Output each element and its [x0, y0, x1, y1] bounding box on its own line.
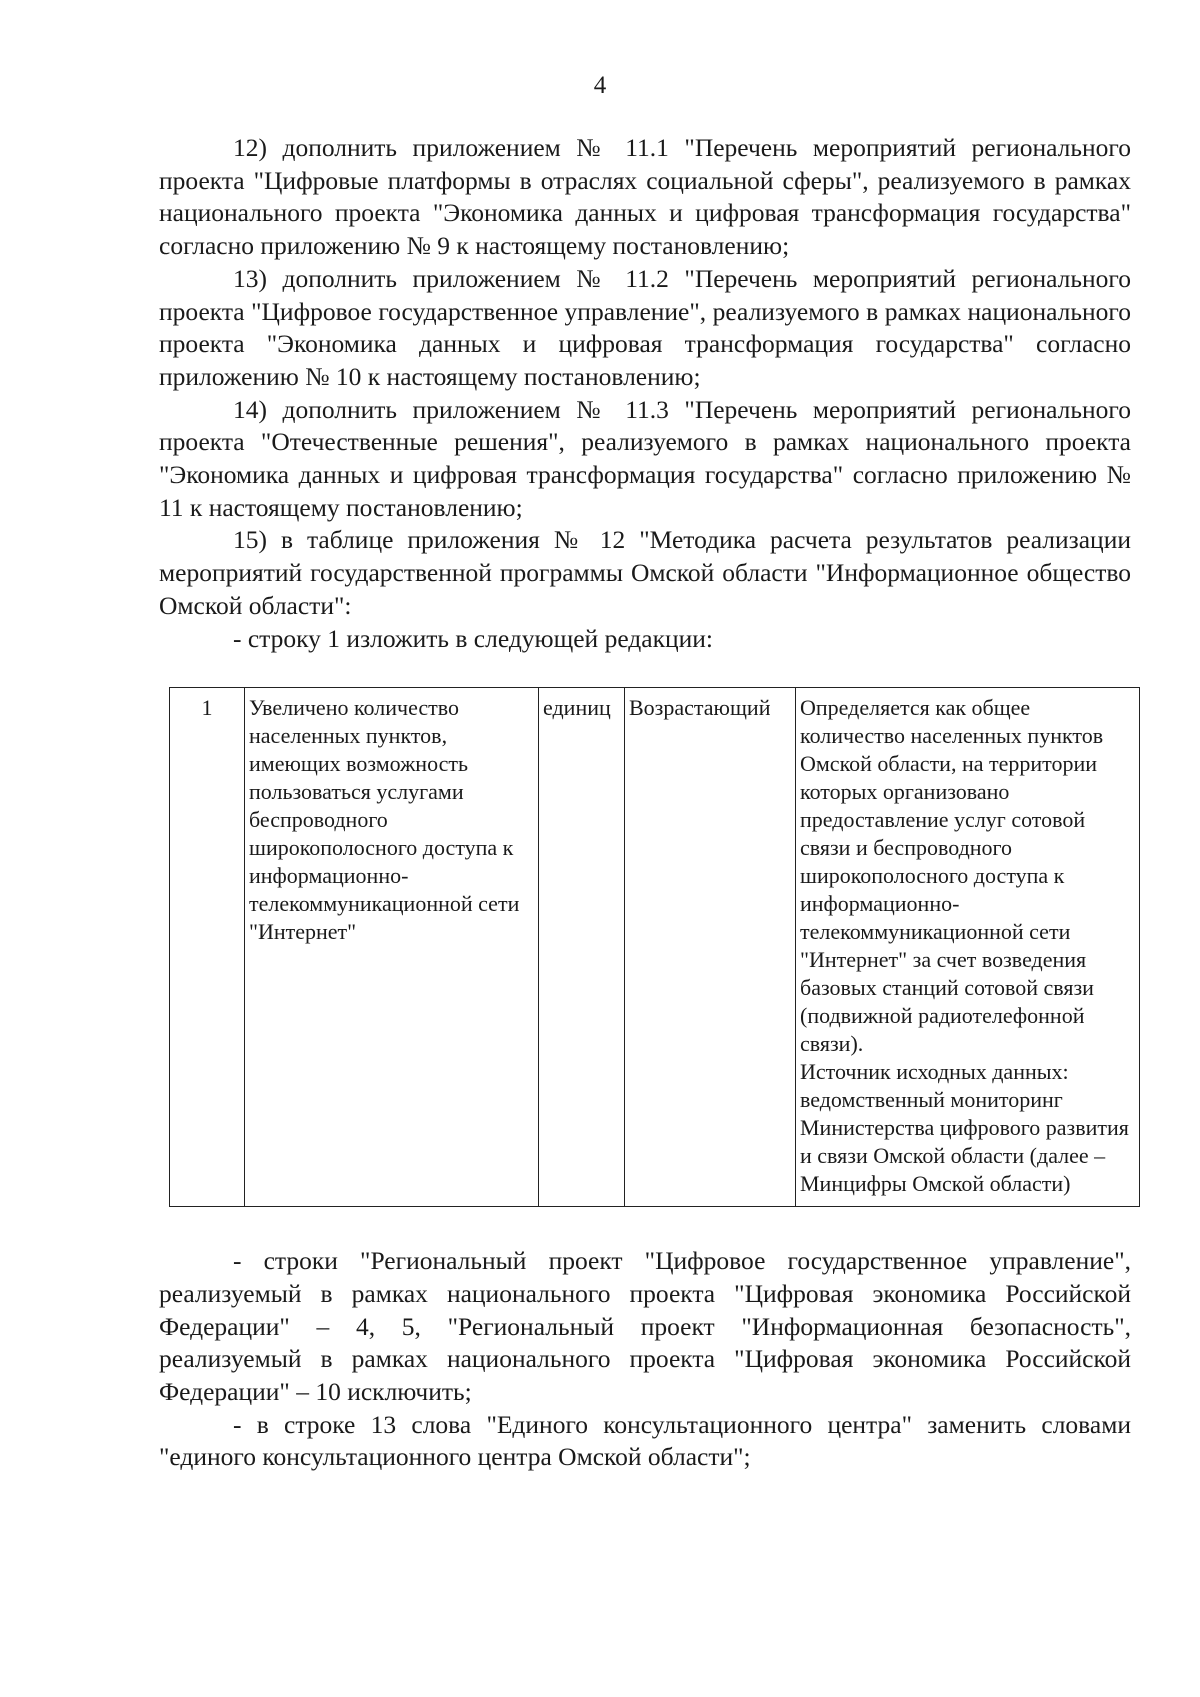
- cell-unit: единиц: [539, 688, 625, 1207]
- after-table-block: [159, 1245, 1131, 1474]
- replacement-table: [169, 687, 1140, 1207]
- paragraph-row-1-instruction: - строку 1 изложить в следующей редакции:: [233, 623, 714, 653]
- method-text: Определяется как общее количество населенных пунктов Омской области, на территории которых организовано предоставление услуг сотовой связи и беспроводного широкополосного доступа к информационно-телекоммуникационной сети "Интернет" за счет возведения базовых станций сотовой связи (подвижной радиотелефонной связи).: [800, 695, 1104, 1057]
- paragraph-item-13: 13) дополнить приложением № 11.2 "Перечень мероприятий регионального проекта "Цифровое государственное управление", реализуемого в рамках национального проекта "Экономика данных и цифровая трансформация государства" согласно приложению № 10 к настоящему постановлению;: [159, 263, 1131, 391]
- table-row: [170, 688, 1140, 1207]
- document-body: [159, 132, 1131, 1474]
- paragraph-item-15: 15) в таблице приложения № 12 "Методика расчета результатов реализации мероприятий государственной программы Омской области "Информационное общество Омской области":: [159, 525, 1131, 620]
- paragraph-item-12: 12) дополнить приложением № 11.1 "Перечень мероприятий регионального проекта "Цифровые платформы в отраслях социальной сферы", реализуемого в рамках национального проекта "Экономика данных и цифровая трансформация государства" согласно приложению № 9 к настоящему постановлению;: [159, 133, 1131, 261]
- page-number: 4: [593, 72, 607, 99]
- cell-trend: Возрастающий: [625, 688, 796, 1207]
- paragraph-item-14: 14) дополнить приложением № 11.3 "Перечень мероприятий регионального проекта "Отечественные решения", реализуемого в рамках национального проекта "Экономика данных и цифровая трансформация государства" согласно приложению № 11 к настоящему постановлению;: [159, 394, 1131, 522]
- cell-method: [796, 688, 1140, 1207]
- paragraph-rows-exclude: - строки "Региональный проект "Цифровое государственное управление", реализуемый в рамках национального проекта "Цифровая экономика Российской Федерации" – 4, 5, "Региональный проект "Информационная безопасность", реализуемый в рамках национального проекта "Цифровая экономика Российской Федерации" – 10 исключить;: [159, 1246, 1131, 1407]
- paragraph-row-13-replace: - в строке 13 слова "Единого консультационного центра" заменить словами "единого консультационного центра Омской области";: [159, 1409, 1131, 1472]
- cell-result-name: Увеличено количество населенных пунктов, имеющих возможность пользоваться услугами беспроводного широкополосного доступа к информационно-телекоммуникационной сети "Интернет": [245, 688, 539, 1207]
- method-source: Источник исходных данных: ведомственный мониторинг Министерства цифрового развития и связи Омской области (далее – Минцифры Омской области): [800, 1059, 1129, 1197]
- cell-number: 1: [170, 688, 245, 1207]
